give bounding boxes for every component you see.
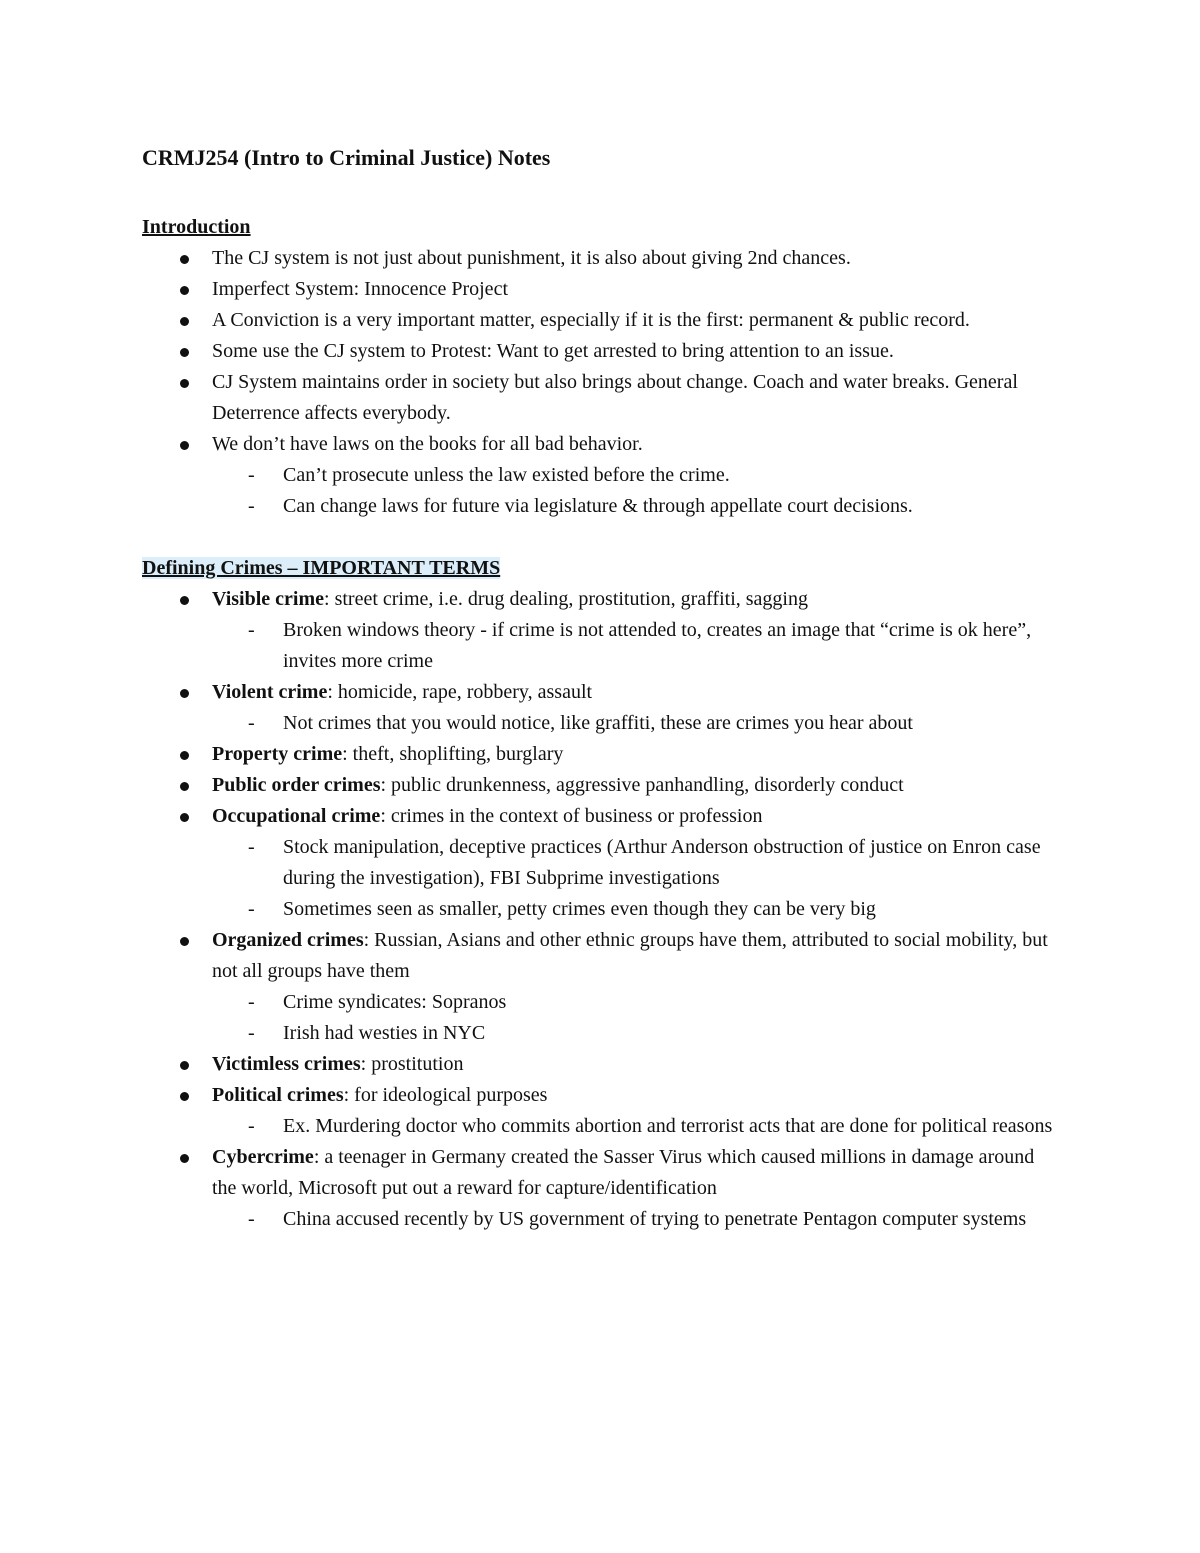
list-item-text: The CJ system is not just about punishment, it is also about giving 2nd chances. bbox=[212, 247, 851, 269]
list-item bbox=[142, 274, 1057, 305]
term: Occupational crime bbox=[212, 805, 381, 827]
definition: : a teenager in Germany created the Sasser Virus which caused millions in damage around the world, Microsoft put out a reward for capture/identification bbox=[212, 1146, 1035, 1199]
list-item bbox=[142, 243, 1057, 274]
definition: : public drunkenness, aggressive panhandling, disorderly conduct bbox=[380, 774, 904, 796]
sub-list bbox=[212, 708, 1057, 739]
sub-list bbox=[212, 987, 1057, 1049]
definition: : Russian, Asians and other ethnic groups have them, attributed to social mobility, but not all groups have them bbox=[212, 929, 1048, 982]
term: Visible crime bbox=[212, 588, 325, 610]
sub-list-item: - Irish had westies in NYC bbox=[142, 1018, 1057, 1049]
sub-list-item: - Crime syndicates: Sopranos bbox=[142, 987, 1057, 1018]
definition: : for ideological purposes bbox=[343, 1084, 548, 1106]
term: Violent crime bbox=[212, 681, 328, 703]
sub-list-item: - China accused recently by US government of trying to penetrate Pentagon computer systems bbox=[142, 1204, 1057, 1235]
introduction-list bbox=[142, 243, 1057, 522]
definition: : prostitution bbox=[360, 1053, 464, 1075]
sub-list bbox=[212, 832, 1057, 925]
list-item-text: A Conviction is a very important matter, especially if it is the first: permanent & public record. bbox=[212, 309, 970, 331]
term: Political crimes bbox=[212, 1084, 344, 1106]
list-item bbox=[142, 1080, 1057, 1142]
section-gap bbox=[142, 522, 1057, 553]
definition: : street crime, i.e. drug dealing, prostitution, graffiti, sagging bbox=[324, 588, 808, 610]
section-heading-introduction: Introduction bbox=[142, 216, 251, 238]
list-item bbox=[142, 677, 1057, 739]
list-item bbox=[142, 305, 1057, 336]
section-heading-defining-crimes bbox=[142, 553, 1057, 584]
sub-list-item: - Not crimes that you would notice, like graffiti, these are crimes you hear about bbox=[142, 708, 1057, 739]
page-title: CRMJ254 (Intro to Criminal Justice) Notes bbox=[142, 145, 551, 170]
list-item bbox=[142, 584, 1057, 677]
term: Cybercrime bbox=[212, 1146, 314, 1168]
list-item bbox=[142, 367, 1057, 429]
sub-list-item: - Stock manipulation, deceptive practices (Arthur Anderson obstruction of justice on Enron case during the investigation), FBI Subprime investigations bbox=[142, 832, 1057, 894]
sub-list bbox=[212, 615, 1057, 677]
sub-list bbox=[212, 1111, 1057, 1142]
term: Victimless crimes bbox=[212, 1053, 361, 1075]
list-item bbox=[142, 770, 1057, 801]
sub-list bbox=[212, 1204, 1057, 1235]
sub-list bbox=[212, 460, 1057, 522]
section-heading-text: Defining Crimes – IMPORTANT TERMS bbox=[142, 557, 501, 579]
list-item-text: CJ System maintains order in society but also brings about change. Coach and water breaks. General Deterrence affects everybody. bbox=[212, 371, 1018, 424]
list-item bbox=[142, 739, 1057, 770]
list-item bbox=[142, 336, 1057, 367]
list-item bbox=[142, 801, 1057, 925]
list-item bbox=[142, 1049, 1057, 1080]
defining-crimes-list bbox=[142, 584, 1057, 1235]
sub-list-item: - Can’t prosecute unless the law existed before the crime. bbox=[142, 460, 1057, 491]
document-page bbox=[142, 140, 1057, 1235]
sub-list-item: - Broken windows theory - if crime is not attended to, creates an image that “crime is ok here”, invites more crime bbox=[142, 615, 1057, 677]
definition: : homicide, rape, robbery, assault bbox=[327, 681, 593, 703]
list-item bbox=[142, 1142, 1057, 1235]
term: Property crime bbox=[212, 743, 343, 765]
term: Public order crimes bbox=[212, 774, 381, 796]
list-item-text: We don’t have laws on the books for all bad behavior. bbox=[212, 433, 643, 455]
definition: : theft, shoplifting, burglary bbox=[342, 743, 564, 765]
list-item bbox=[142, 429, 1057, 522]
term: Organized crimes bbox=[212, 929, 364, 951]
list-item bbox=[142, 925, 1057, 1049]
sub-list-item: - Sometimes seen as smaller, petty crimes even though they can be very big bbox=[142, 894, 1057, 925]
list-item-text: Some use the CJ system to Protest: Want to get arrested to bring attention to an issue. bbox=[212, 340, 894, 362]
sub-list-item: - Can change laws for future via legislature & through appellate court decisions. bbox=[142, 491, 1057, 522]
list-item-text: Imperfect System: Innocence Project bbox=[212, 278, 508, 300]
definition: : crimes in the context of business or profession bbox=[380, 805, 763, 827]
sub-list-item: - Ex. Murdering doctor who commits abortion and terrorist acts that are done for political reasons bbox=[142, 1111, 1057, 1142]
